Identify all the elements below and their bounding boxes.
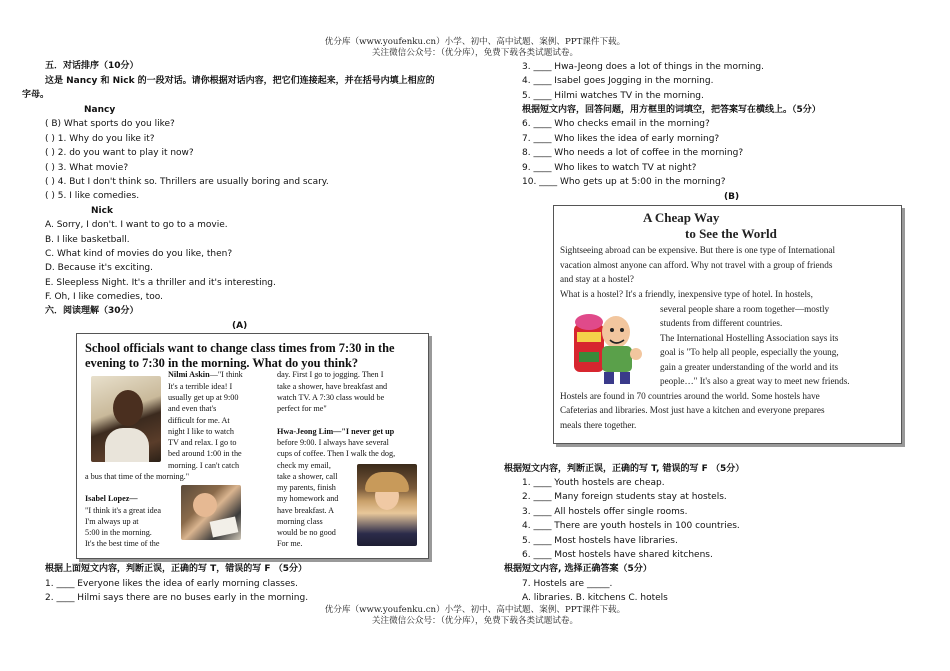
passage-a-box [76, 333, 429, 559]
a-q1-title: 根据上面短文内容，判断正误，正确的写 T，错误的写 F （5分） [45, 564, 307, 574]
a-q2-item: 9. ____ Who likes to watch TV at night? [522, 163, 697, 173]
hwa-text-line: check my email, [277, 461, 331, 470]
hwa-text-line: my homework and [277, 494, 339, 503]
passage-b-line: goal is "To help all people, especially the young, [660, 347, 839, 357]
hwa-text-line: morning class [277, 517, 323, 526]
nilmi-text-line: usually get up at 9:00 [168, 393, 239, 402]
section5-instruction: 这是 Nancy 和 Nick 的一段对话。请你根据对话内容，把它们连接起来，并在括号内填上相应的 [45, 76, 435, 86]
speaker-nick: Nick [91, 206, 113, 216]
dialogue-line: ( B) What sports do you like? [45, 119, 175, 129]
nilmi-text-line: It's a terrible idea! I [168, 382, 233, 391]
hwa-text-line: take a shower, call [277, 472, 338, 481]
option-line: F. Oh, I like comedies, too. [45, 292, 163, 302]
a-q2-title: 根据短文内容，回答问题，用方框里的词填空，把答案写在横线上。（5分） [522, 105, 821, 115]
footer-line-1: 优分库（www.youfenku.cn）小学、初中、高中试题、案例、PPT课件下载。 [324, 605, 626, 615]
b-q2-title: 根据短文内容, 选择正确答案（5分） [504, 564, 652, 574]
nilmi-text-line: difficult for me. At [168, 416, 230, 425]
dialogue-line: ( ) 1. Why do you like it? [45, 134, 155, 144]
face-shape [193, 493, 217, 517]
traveler-illustration [566, 302, 652, 388]
shirt-shape [105, 428, 149, 462]
header-line-2: 关注微信公众号：（优分库），免费下载各类试题试卷。 [371, 48, 579, 58]
passage-b-line: gain a greater understanding of the world and its [660, 362, 839, 372]
a-q1-item: 2. ____ Hilmi says there are no buses early in the morning. [45, 593, 309, 603]
header-line-1: 优分库（www.youfenku.cn）小学、初中、高中试题、案例、PPT课件下载。 [324, 37, 626, 47]
a-q2-item: 7. ____ Who likes the idea of early morning? [522, 134, 720, 144]
hwa-text-line: would be no good [277, 528, 336, 537]
option-line: D. Because it's exciting. [45, 263, 153, 273]
section5-title: 五．对话排序（10分） [45, 61, 139, 71]
passage-b-line: What is a hostel? It's a friendly, inexpensive type of hotel. In hostels, [560, 289, 813, 299]
b-q1-item: 3. ____ All hostels offer single rooms. [522, 507, 688, 517]
option-line: E. Sleepless Night. It's a thriller and it's interesting. [45, 278, 276, 288]
speaker-nancy: Nancy [84, 105, 116, 115]
hwa-text-line: before 9:00. I always have several [277, 438, 389, 447]
isabel-cont-line: take a shower, have breakfast and [277, 382, 388, 391]
dialogue-line: ( ) 4. But I don't think so. Thrillers are usually boring and scary. [45, 177, 329, 187]
nilmi-text-line: morning. I can't catch [168, 461, 240, 470]
isabel-cont-line: perfect for me" [277, 404, 327, 413]
isabel-text-line: It's the best time of the [85, 539, 160, 548]
passage-a-label: (A) [232, 321, 248, 331]
passage-b-line: Cafeterias and libraries. Most just have a kitchen and everyone prepares [560, 405, 825, 415]
a-q1-item: 5. ____ Hilmi watches TV in the morning. [522, 91, 704, 101]
hwa-text-line: my parents, finish [277, 483, 336, 492]
passage-b-box [553, 205, 902, 444]
passage-b-line: students from different countries. [660, 318, 783, 328]
a-q2-item: 8. ____ Who needs a lot of coffee in the morning? [522, 148, 744, 158]
a-q1-item: 1. ____ Everyone likes the idea of early morning classes. [45, 579, 298, 589]
a-q1-item: 3. ____ Hwa-Jeong does a lot of things in the morning. [522, 62, 764, 72]
b-q1-item: 2. ____ Many foreign students stay at hostels. [522, 492, 727, 502]
nilmi-photo [91, 376, 161, 462]
isabel-text-line: "I think it's a great idea [85, 506, 161, 515]
passage-a-headline-2: evening to 7:30 in the morning. What do you think? [85, 356, 359, 370]
b-q2-options: A. libraries. B. kitchens C. hotels [522, 593, 668, 603]
nilmi-name: Nilmi Askin [168, 370, 210, 379]
isabel-text-line: I'm always up at [85, 517, 139, 526]
isabel-text-line: Isabel Lopez— [85, 494, 138, 503]
hair-shape [365, 472, 409, 492]
hwa-text-line: have breakfast. A [277, 506, 335, 515]
dialogue-line: ( ) 5. I like comedies. [45, 191, 140, 201]
b-q1-item: 4. ____ There are youth hostels in 100 countries. [522, 521, 740, 531]
a-q2-item: 10. ____ Who gets up at 5:00 in the morning? [522, 177, 726, 187]
b-q1-item: 5. ____ Most hostels have libraries. [522, 536, 678, 546]
passage-b-line: several people share a room together—mostly [660, 304, 830, 314]
isabel-cont-line: day. First I go to jogging. Then I [277, 370, 384, 379]
passage-b-title-2: to See the World [685, 226, 777, 241]
a-q2-item: 6. ____ Who checks email in the morning? [522, 119, 710, 129]
a-q1-item: 4. ____ Isabel goes Jogging in the morning. [522, 76, 714, 86]
passage-b-line: Hostels are found in 70 countries around the world. Some hostels have [560, 391, 820, 401]
passage-b-line: vacation almost anyone can afford. Why not travel with a group of friends [560, 260, 833, 270]
hwa-text-line: Hwa-Jeong Lim—"I never get up [277, 427, 395, 436]
passage-b-line: and stay at a hostel? [560, 274, 634, 284]
option-line: A. Sorry, I don't. I want to go to a movie. [45, 220, 228, 230]
section6-title: 六．阅读理解（30分） [45, 306, 139, 316]
passage-b-line: people…" It's also a great way to meet new friends. [660, 376, 850, 386]
dialogue-line: ( ) 3. What movie? [45, 163, 129, 173]
passage-a-headline: School officials want to change class times from 7:30 in the [85, 341, 395, 355]
passage-b-line: The International Hostelling Association says its [660, 333, 839, 343]
passage-b-line: Sightseeing abroad can be expensive. But there is one type of International [560, 245, 836, 255]
isabel-text-line: 5:00 in the morning. [85, 528, 152, 537]
b-q1-item: 6. ____ Most hostels have shared kitchens. [522, 550, 713, 560]
nilmi-text-line: bed around 1:00 in the [168, 449, 242, 458]
b-q1-item: 1. ____ Youth hostels are cheap. [522, 478, 665, 488]
b-q2-item: 7. Hostels are _____. [522, 579, 613, 589]
passage-b-label: (B) [724, 192, 740, 202]
nilmi-text-line: Nilmi Askin—"I think [168, 370, 243, 379]
section5-instruction-cont: 字母。 [22, 90, 50, 100]
isabel-cont-line: watch TV. A 7:30 class would be [277, 393, 385, 402]
passage-b-line: meals there together. [560, 420, 637, 430]
nilmi-text-line: TV and relax. I go to [168, 438, 237, 447]
paper-shape [210, 516, 239, 537]
hwa-text-line: For me. [277, 539, 303, 548]
passage-b-title: A Cheap Way [643, 210, 720, 225]
isabel-photo [181, 485, 241, 540]
b-q1-title: 根据短文内容，判断正误，正确的写 T, 错误的写 F （5分） [504, 464, 745, 474]
dialogue-line: ( ) 2. do you want to play it now? [45, 148, 194, 158]
traveler-icon [566, 302, 652, 388]
nilmi-text-line: night I like to watch [168, 427, 234, 436]
nilmi-text-line: and even that's [168, 404, 217, 413]
hwa-text-line: cups of coffee. Then I walk the dog, [277, 449, 396, 458]
option-line: C. What kind of movies do you like, then? [45, 249, 233, 259]
face-shape [113, 390, 143, 426]
hwa-jeong-photo [357, 464, 417, 546]
nilmi-text-end: a bus that time of the morning." [85, 472, 190, 481]
option-line: B. I like basketball. [45, 235, 130, 245]
footer-line-2: 关注微信公众号：（优分库），免费下载各类试题试卷。 [371, 616, 579, 626]
